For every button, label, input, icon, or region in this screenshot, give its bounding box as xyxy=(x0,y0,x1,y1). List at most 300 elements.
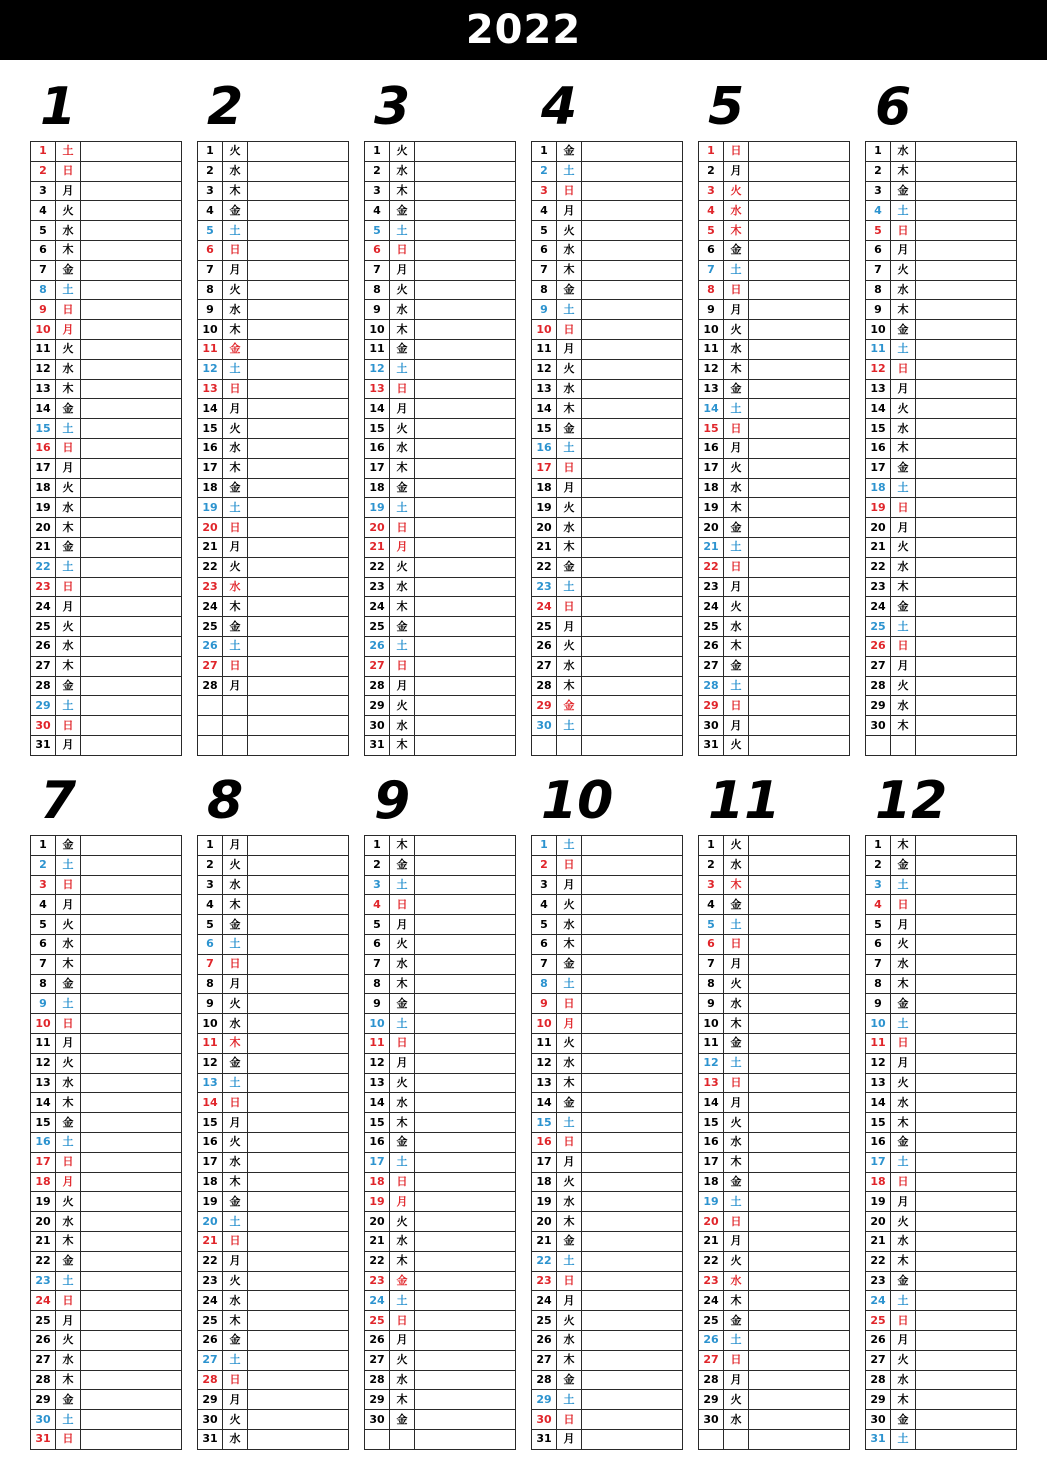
memo-cell[interactable] xyxy=(582,577,683,597)
memo-cell[interactable] xyxy=(81,636,182,656)
memo-cell[interactable] xyxy=(916,1113,1017,1133)
memo-cell[interactable] xyxy=(916,458,1017,478)
memo-cell[interactable] xyxy=(415,1311,516,1331)
memo-cell[interactable] xyxy=(916,181,1017,201)
memo-cell[interactable] xyxy=(749,300,850,320)
memo-cell[interactable] xyxy=(749,1311,850,1331)
memo-cell[interactable] xyxy=(749,1212,850,1232)
memo-cell[interactable] xyxy=(248,1330,349,1350)
memo-cell[interactable] xyxy=(81,676,182,696)
memo-cell[interactable] xyxy=(916,735,1017,755)
memo-cell[interactable] xyxy=(749,1014,850,1034)
memo-cell[interactable] xyxy=(81,1350,182,1370)
memo-cell[interactable] xyxy=(248,974,349,994)
memo-cell[interactable] xyxy=(81,419,182,439)
memo-cell[interactable] xyxy=(81,1291,182,1311)
memo-cell[interactable] xyxy=(749,142,850,162)
memo-cell[interactable] xyxy=(749,915,850,935)
memo-cell[interactable] xyxy=(916,1053,1017,1073)
memo-cell[interactable] xyxy=(582,1172,683,1192)
memo-cell[interactable] xyxy=(582,181,683,201)
memo-cell[interactable] xyxy=(582,954,683,974)
memo-cell[interactable] xyxy=(582,1370,683,1390)
memo-cell[interactable] xyxy=(582,974,683,994)
memo-cell[interactable] xyxy=(749,478,850,498)
memo-cell[interactable] xyxy=(81,577,182,597)
memo-cell[interactable] xyxy=(415,735,516,755)
memo-cell[interactable] xyxy=(916,656,1017,676)
memo-cell[interactable] xyxy=(916,875,1017,895)
memo-cell[interactable] xyxy=(415,954,516,974)
memo-cell[interactable] xyxy=(415,161,516,181)
memo-cell[interactable] xyxy=(248,379,349,399)
memo-cell[interactable] xyxy=(415,181,516,201)
memo-cell[interactable] xyxy=(582,537,683,557)
memo-cell[interactable] xyxy=(916,438,1017,458)
memo-cell[interactable] xyxy=(248,1311,349,1331)
memo-cell[interactable] xyxy=(582,656,683,676)
memo-cell[interactable] xyxy=(749,1093,850,1113)
memo-cell[interactable] xyxy=(248,1192,349,1212)
memo-cell[interactable] xyxy=(749,954,850,974)
memo-cell[interactable] xyxy=(415,1073,516,1093)
memo-cell[interactable] xyxy=(415,419,516,439)
memo-cell[interactable] xyxy=(749,617,850,637)
memo-cell[interactable] xyxy=(749,557,850,577)
memo-cell[interactable] xyxy=(415,1350,516,1370)
memo-cell[interactable] xyxy=(415,656,516,676)
memo-cell[interactable] xyxy=(415,696,516,716)
memo-cell[interactable] xyxy=(749,1172,850,1192)
memo-cell[interactable] xyxy=(749,735,850,755)
memo-cell[interactable] xyxy=(248,934,349,954)
memo-cell[interactable] xyxy=(415,716,516,736)
memo-cell[interactable] xyxy=(916,1014,1017,1034)
memo-cell[interactable] xyxy=(81,1251,182,1271)
memo-cell[interactable] xyxy=(582,399,683,419)
memo-cell[interactable] xyxy=(248,716,349,736)
memo-cell[interactable] xyxy=(81,1390,182,1410)
memo-cell[interactable] xyxy=(916,221,1017,241)
memo-cell[interactable] xyxy=(916,359,1017,379)
memo-cell[interactable] xyxy=(749,855,850,875)
memo-cell[interactable] xyxy=(81,1014,182,1034)
memo-cell[interactable] xyxy=(81,557,182,577)
memo-cell[interactable] xyxy=(916,1370,1017,1390)
memo-cell[interactable] xyxy=(81,1132,182,1152)
memo-cell[interactable] xyxy=(916,597,1017,617)
memo-cell[interactable] xyxy=(582,320,683,340)
memo-cell[interactable] xyxy=(415,240,516,260)
memo-cell[interactable] xyxy=(415,1390,516,1410)
memo-cell[interactable] xyxy=(749,1330,850,1350)
memo-cell[interactable] xyxy=(582,597,683,617)
memo-cell[interactable] xyxy=(582,438,683,458)
memo-cell[interactable] xyxy=(749,320,850,340)
memo-cell[interactable] xyxy=(916,300,1017,320)
memo-cell[interactable] xyxy=(749,379,850,399)
memo-cell[interactable] xyxy=(415,1212,516,1232)
memo-cell[interactable] xyxy=(415,399,516,419)
memo-cell[interactable] xyxy=(582,142,683,162)
memo-cell[interactable] xyxy=(81,875,182,895)
memo-cell[interactable] xyxy=(916,260,1017,280)
memo-cell[interactable] xyxy=(248,1212,349,1232)
memo-cell[interactable] xyxy=(415,1172,516,1192)
memo-cell[interactable] xyxy=(415,1251,516,1271)
memo-cell[interactable] xyxy=(582,994,683,1014)
memo-cell[interactable] xyxy=(415,1113,516,1133)
memo-cell[interactable] xyxy=(749,1291,850,1311)
memo-cell[interactable] xyxy=(582,1152,683,1172)
memo-cell[interactable] xyxy=(81,915,182,935)
memo-cell[interactable] xyxy=(582,1093,683,1113)
memo-cell[interactable] xyxy=(916,339,1017,359)
memo-cell[interactable] xyxy=(81,339,182,359)
memo-cell[interactable] xyxy=(81,994,182,1014)
memo-cell[interactable] xyxy=(415,1231,516,1251)
memo-cell[interactable] xyxy=(81,597,182,617)
memo-cell[interactable] xyxy=(81,1172,182,1192)
memo-cell[interactable] xyxy=(582,1231,683,1251)
memo-cell[interactable] xyxy=(749,438,850,458)
memo-cell[interactable] xyxy=(81,1231,182,1251)
memo-cell[interactable] xyxy=(916,1073,1017,1093)
memo-cell[interactable] xyxy=(415,458,516,478)
memo-cell[interactable] xyxy=(415,1014,516,1034)
memo-cell[interactable] xyxy=(916,1350,1017,1370)
memo-cell[interactable] xyxy=(248,280,349,300)
memo-cell[interactable] xyxy=(749,1251,850,1271)
memo-cell[interactable] xyxy=(749,339,850,359)
memo-cell[interactable] xyxy=(415,478,516,498)
memo-cell[interactable] xyxy=(81,1113,182,1133)
memo-cell[interactable] xyxy=(749,161,850,181)
memo-cell[interactable] xyxy=(248,954,349,974)
memo-cell[interactable] xyxy=(81,836,182,856)
memo-cell[interactable] xyxy=(916,1192,1017,1212)
memo-cell[interactable] xyxy=(916,161,1017,181)
memo-cell[interactable] xyxy=(916,577,1017,597)
memo-cell[interactable] xyxy=(81,359,182,379)
memo-cell[interactable] xyxy=(415,280,516,300)
memo-cell[interactable] xyxy=(916,1311,1017,1331)
memo-cell[interactable] xyxy=(916,836,1017,856)
memo-cell[interactable] xyxy=(582,518,683,538)
memo-cell[interactable] xyxy=(916,855,1017,875)
memo-cell[interactable] xyxy=(582,1033,683,1053)
memo-cell[interactable] xyxy=(248,915,349,935)
memo-cell[interactable] xyxy=(916,379,1017,399)
memo-cell[interactable] xyxy=(248,1251,349,1271)
memo-cell[interactable] xyxy=(81,1152,182,1172)
memo-cell[interactable] xyxy=(916,954,1017,974)
memo-cell[interactable] xyxy=(415,895,516,915)
memo-cell[interactable] xyxy=(81,142,182,162)
memo-cell[interactable] xyxy=(749,676,850,696)
memo-cell[interactable] xyxy=(582,221,683,241)
memo-cell[interactable] xyxy=(248,1350,349,1370)
memo-cell[interactable] xyxy=(81,855,182,875)
memo-cell[interactable] xyxy=(582,478,683,498)
memo-cell[interactable] xyxy=(81,221,182,241)
memo-cell[interactable] xyxy=(582,915,683,935)
memo-cell[interactable] xyxy=(749,260,850,280)
memo-cell[interactable] xyxy=(81,1271,182,1291)
memo-cell[interactable] xyxy=(415,557,516,577)
memo-cell[interactable] xyxy=(582,1271,683,1291)
memo-cell[interactable] xyxy=(415,498,516,518)
memo-cell[interactable] xyxy=(415,359,516,379)
memo-cell[interactable] xyxy=(749,994,850,1014)
memo-cell[interactable] xyxy=(749,1113,850,1133)
memo-cell[interactable] xyxy=(248,419,349,439)
memo-cell[interactable] xyxy=(749,836,850,856)
memo-cell[interactable] xyxy=(248,696,349,716)
memo-cell[interactable] xyxy=(749,1073,850,1093)
memo-cell[interactable] xyxy=(81,201,182,221)
memo-cell[interactable] xyxy=(81,379,182,399)
memo-cell[interactable] xyxy=(248,1053,349,1073)
memo-cell[interactable] xyxy=(248,597,349,617)
memo-cell[interactable] xyxy=(81,1429,182,1449)
memo-cell[interactable] xyxy=(81,240,182,260)
memo-cell[interactable] xyxy=(248,1271,349,1291)
memo-cell[interactable] xyxy=(582,636,683,656)
memo-cell[interactable] xyxy=(582,696,683,716)
memo-cell[interactable] xyxy=(916,1410,1017,1430)
memo-cell[interactable] xyxy=(248,577,349,597)
memo-cell[interactable] xyxy=(582,1212,683,1232)
memo-cell[interactable] xyxy=(749,240,850,260)
memo-cell[interactable] xyxy=(749,1370,850,1390)
memo-cell[interactable] xyxy=(415,1410,516,1430)
memo-cell[interactable] xyxy=(415,636,516,656)
memo-cell[interactable] xyxy=(916,320,1017,340)
memo-cell[interactable] xyxy=(916,1429,1017,1449)
memo-cell[interactable] xyxy=(749,181,850,201)
memo-cell[interactable] xyxy=(81,161,182,181)
memo-cell[interactable] xyxy=(582,875,683,895)
memo-cell[interactable] xyxy=(582,419,683,439)
memo-cell[interactable] xyxy=(415,855,516,875)
memo-cell[interactable] xyxy=(916,895,1017,915)
memo-cell[interactable] xyxy=(749,1429,850,1449)
memo-cell[interactable] xyxy=(916,419,1017,439)
memo-cell[interactable] xyxy=(248,557,349,577)
memo-cell[interactable] xyxy=(749,1033,850,1053)
memo-cell[interactable] xyxy=(81,1330,182,1350)
memo-cell[interactable] xyxy=(582,855,683,875)
memo-cell[interactable] xyxy=(415,577,516,597)
memo-cell[interactable] xyxy=(582,1390,683,1410)
memo-cell[interactable] xyxy=(248,1370,349,1390)
memo-cell[interactable] xyxy=(248,498,349,518)
memo-cell[interactable] xyxy=(916,537,1017,557)
memo-cell[interactable] xyxy=(916,1212,1017,1232)
memo-cell[interactable] xyxy=(248,201,349,221)
memo-cell[interactable] xyxy=(415,1370,516,1390)
memo-cell[interactable] xyxy=(81,280,182,300)
memo-cell[interactable] xyxy=(81,895,182,915)
memo-cell[interactable] xyxy=(749,537,850,557)
memo-cell[interactable] xyxy=(248,1093,349,1113)
memo-cell[interactable] xyxy=(248,895,349,915)
memo-cell[interactable] xyxy=(81,1192,182,1212)
memo-cell[interactable] xyxy=(916,716,1017,736)
memo-cell[interactable] xyxy=(916,934,1017,954)
memo-cell[interactable] xyxy=(248,161,349,181)
memo-cell[interactable] xyxy=(582,1113,683,1133)
memo-cell[interactable] xyxy=(916,518,1017,538)
memo-cell[interactable] xyxy=(248,1410,349,1430)
memo-cell[interactable] xyxy=(749,656,850,676)
memo-cell[interactable] xyxy=(248,617,349,637)
memo-cell[interactable] xyxy=(582,280,683,300)
memo-cell[interactable] xyxy=(916,201,1017,221)
memo-cell[interactable] xyxy=(415,994,516,1014)
memo-cell[interactable] xyxy=(582,1291,683,1311)
memo-cell[interactable] xyxy=(81,478,182,498)
memo-cell[interactable] xyxy=(81,735,182,755)
memo-cell[interactable] xyxy=(81,300,182,320)
memo-cell[interactable] xyxy=(81,696,182,716)
memo-cell[interactable] xyxy=(916,994,1017,1014)
memo-cell[interactable] xyxy=(582,1311,683,1331)
memo-cell[interactable] xyxy=(916,1152,1017,1172)
memo-cell[interactable] xyxy=(248,855,349,875)
memo-cell[interactable] xyxy=(415,934,516,954)
memo-cell[interactable] xyxy=(749,518,850,538)
memo-cell[interactable] xyxy=(582,1330,683,1350)
memo-cell[interactable] xyxy=(749,934,850,954)
memo-cell[interactable] xyxy=(248,1073,349,1093)
memo-cell[interactable] xyxy=(415,1093,516,1113)
memo-cell[interactable] xyxy=(415,1330,516,1350)
memo-cell[interactable] xyxy=(415,1192,516,1212)
memo-cell[interactable] xyxy=(916,1231,1017,1251)
memo-cell[interactable] xyxy=(749,1350,850,1370)
memo-cell[interactable] xyxy=(916,399,1017,419)
memo-cell[interactable] xyxy=(916,1251,1017,1271)
memo-cell[interactable] xyxy=(749,1410,850,1430)
memo-cell[interactable] xyxy=(916,696,1017,716)
memo-cell[interactable] xyxy=(81,518,182,538)
memo-cell[interactable] xyxy=(415,1271,516,1291)
memo-cell[interactable] xyxy=(248,1132,349,1152)
memo-cell[interactable] xyxy=(749,716,850,736)
memo-cell[interactable] xyxy=(916,498,1017,518)
memo-cell[interactable] xyxy=(916,1172,1017,1192)
memo-cell[interactable] xyxy=(81,656,182,676)
memo-cell[interactable] xyxy=(916,617,1017,637)
memo-cell[interactable] xyxy=(81,1053,182,1073)
memo-cell[interactable] xyxy=(248,1033,349,1053)
memo-cell[interactable] xyxy=(248,339,349,359)
memo-cell[interactable] xyxy=(415,597,516,617)
memo-cell[interactable] xyxy=(916,1291,1017,1311)
memo-cell[interactable] xyxy=(248,300,349,320)
memo-cell[interactable] xyxy=(749,1192,850,1212)
memo-cell[interactable] xyxy=(749,399,850,419)
memo-cell[interactable] xyxy=(582,1014,683,1034)
memo-cell[interactable] xyxy=(248,438,349,458)
memo-cell[interactable] xyxy=(415,915,516,935)
memo-cell[interactable] xyxy=(248,142,349,162)
memo-cell[interactable] xyxy=(81,974,182,994)
memo-cell[interactable] xyxy=(916,636,1017,656)
memo-cell[interactable] xyxy=(916,974,1017,994)
memo-cell[interactable] xyxy=(749,895,850,915)
memo-cell[interactable] xyxy=(749,1271,850,1291)
memo-cell[interactable] xyxy=(81,1073,182,1093)
memo-cell[interactable] xyxy=(415,836,516,856)
memo-cell[interactable] xyxy=(415,320,516,340)
memo-cell[interactable] xyxy=(916,1330,1017,1350)
memo-cell[interactable] xyxy=(248,636,349,656)
memo-cell[interactable] xyxy=(916,1033,1017,1053)
memo-cell[interactable] xyxy=(749,1152,850,1172)
memo-cell[interactable] xyxy=(582,735,683,755)
memo-cell[interactable] xyxy=(582,1350,683,1370)
memo-cell[interactable] xyxy=(81,716,182,736)
memo-cell[interactable] xyxy=(749,458,850,478)
memo-cell[interactable] xyxy=(415,537,516,557)
memo-cell[interactable] xyxy=(916,1390,1017,1410)
memo-cell[interactable] xyxy=(415,617,516,637)
memo-cell[interactable] xyxy=(81,1212,182,1232)
memo-cell[interactable] xyxy=(248,656,349,676)
memo-cell[interactable] xyxy=(415,142,516,162)
memo-cell[interactable] xyxy=(582,260,683,280)
memo-cell[interactable] xyxy=(749,597,850,617)
memo-cell[interactable] xyxy=(81,399,182,419)
memo-cell[interactable] xyxy=(248,458,349,478)
memo-cell[interactable] xyxy=(415,676,516,696)
memo-cell[interactable] xyxy=(81,458,182,478)
memo-cell[interactable] xyxy=(248,1014,349,1034)
memo-cell[interactable] xyxy=(415,300,516,320)
memo-cell[interactable] xyxy=(582,676,683,696)
memo-cell[interactable] xyxy=(916,1132,1017,1152)
memo-cell[interactable] xyxy=(582,617,683,637)
memo-cell[interactable] xyxy=(81,934,182,954)
memo-cell[interactable] xyxy=(248,320,349,340)
memo-cell[interactable] xyxy=(81,1410,182,1430)
memo-cell[interactable] xyxy=(415,1429,516,1449)
memo-cell[interactable] xyxy=(582,836,683,856)
memo-cell[interactable] xyxy=(749,1231,850,1251)
memo-cell[interactable] xyxy=(81,1033,182,1053)
memo-cell[interactable] xyxy=(582,895,683,915)
memo-cell[interactable] xyxy=(248,875,349,895)
memo-cell[interactable] xyxy=(582,716,683,736)
memo-cell[interactable] xyxy=(582,1429,683,1449)
memo-cell[interactable] xyxy=(248,1172,349,1192)
memo-cell[interactable] xyxy=(248,221,349,241)
memo-cell[interactable] xyxy=(582,1192,683,1212)
memo-cell[interactable] xyxy=(81,498,182,518)
memo-cell[interactable] xyxy=(916,557,1017,577)
memo-cell[interactable] xyxy=(415,201,516,221)
memo-cell[interactable] xyxy=(248,359,349,379)
memo-cell[interactable] xyxy=(582,1053,683,1073)
memo-cell[interactable] xyxy=(916,676,1017,696)
memo-cell[interactable] xyxy=(248,537,349,557)
memo-cell[interactable] xyxy=(415,1132,516,1152)
memo-cell[interactable] xyxy=(582,557,683,577)
memo-cell[interactable] xyxy=(916,240,1017,260)
